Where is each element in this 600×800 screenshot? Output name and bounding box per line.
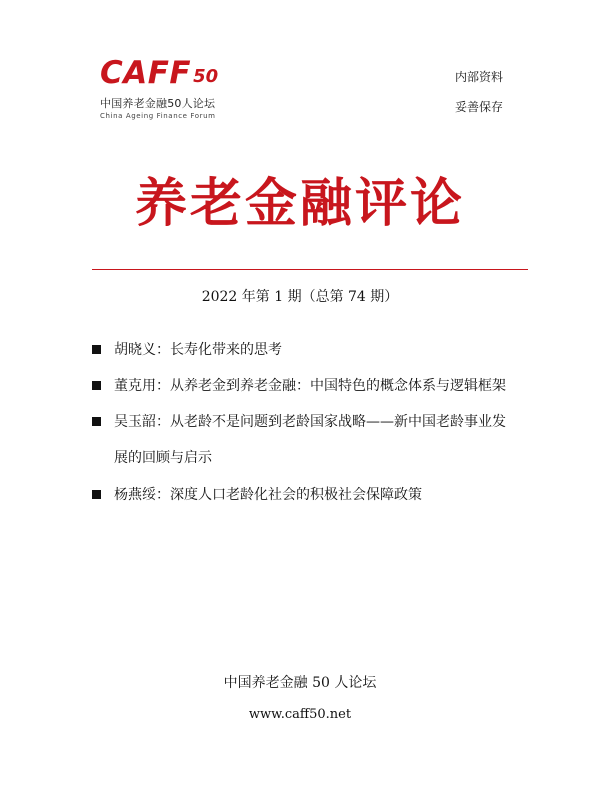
toc-item-text-continued: 展的回顾与启示	[114, 450, 212, 466]
toc-item	[92, 412, 532, 468]
publication-title: 养老金融评论	[134, 173, 465, 234]
toc-item-text: 董克用：从养老金到养老金融：中国特色的概念体系与逻辑框架	[114, 378, 506, 394]
caff50-logo	[100, 55, 260, 120]
logo-text: CAFF	[100, 55, 192, 91]
toc-item-text: 吴玉韶：从老龄不是问题到老龄国家战略——新中国老龄事业发	[114, 414, 506, 430]
issue-number: 2022 年第 1 期（总第 74 期）	[201, 289, 399, 305]
square-bullet-icon	[92, 417, 101, 426]
table-of-contents	[92, 340, 532, 505]
toc-item-text: 胡晓义：长寿化带来的思考	[114, 342, 282, 358]
logo-mark	[100, 55, 260, 91]
square-bullet-icon	[92, 345, 101, 354]
internal-material-note: 内部资料	[455, 70, 504, 84]
keep-safe-note: 妥善保存	[455, 100, 504, 114]
toc-item-text: 杨燕绥：深度人口老龄化社会的积极社会保障政策	[114, 487, 422, 503]
toc-item	[92, 376, 532, 396]
toc-item	[92, 340, 532, 360]
toc-item	[92, 485, 532, 505]
square-bullet-icon	[92, 381, 101, 390]
logo-subtitle-en: China Ageing Finance Forum	[100, 112, 216, 120]
square-bullet-icon	[92, 490, 101, 499]
logo-number: 50	[193, 66, 219, 87]
logo-subtitle-cn: 中国养老金融50人论坛	[100, 97, 216, 110]
footer-website: www.caff50.net	[248, 707, 352, 722]
footer-organization: 中国养老金融 50 人论坛	[223, 675, 377, 691]
title-divider	[92, 269, 528, 270]
